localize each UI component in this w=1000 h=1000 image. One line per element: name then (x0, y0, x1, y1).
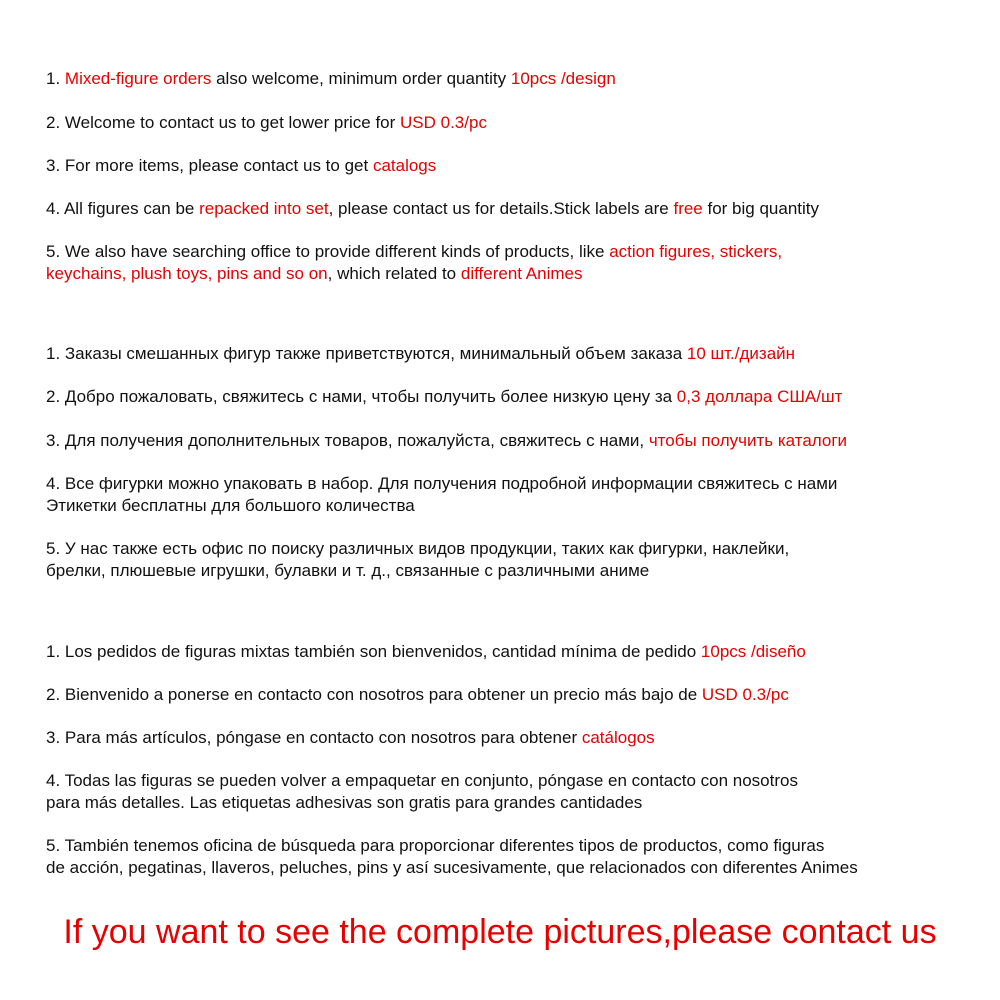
highlight-text: Mixed-figure orders (64, 69, 212, 88)
spanish-item-1 (46, 641, 976, 663)
text-segment: 4. All figures can be (46, 199, 200, 218)
text-segment: 1. (46, 69, 65, 88)
russian-item-3 (46, 430, 976, 452)
highlight-text: different Animes (460, 264, 583, 283)
highlight-text: USD 0.3/pc (400, 113, 487, 132)
text-line: 5. También tenemos oficina de búsqueda para proporcionar diferentes tipos de productos, como figuras (46, 836, 825, 855)
text-segment: also welcome, minimum order quantity (211, 69, 511, 88)
text-segment: , which related to (327, 264, 461, 283)
text-segment: 2. Welcome to contact us to get lower price for (46, 113, 401, 132)
english-item-4 (46, 198, 976, 220)
highlight-text: repacked into set (199, 199, 329, 218)
text-line: 4. Todas las figuras se pueden volver a empaquetar en conjunto, póngase en contacto con nosotros (46, 771, 798, 790)
russian-item-2 (46, 386, 976, 408)
highlight-text: 10 шт./дизайн (686, 344, 796, 363)
english-item-3 (46, 155, 976, 177)
spanish-item-4 (46, 770, 976, 814)
highlight-text: чтобы получить каталоги (648, 431, 848, 450)
text-line: 5. У нас также есть офис по поиску различных видов продукции, таких как фигурки, наклейки, (46, 539, 790, 558)
highlight-text: free (673, 199, 703, 218)
text-segment: for big quantity (702, 199, 820, 218)
russian-item-1 (46, 343, 976, 365)
highlight-text: catalogs (372, 156, 437, 175)
russian-item-5 (46, 538, 976, 582)
text-line: 4. Все фигурки можно упаковать в набор. Для получения подробной информации свяжитесь с нами (46, 474, 838, 493)
spanish-item-5 (46, 835, 976, 879)
highlight-text: 0,3 доллара США/шт (676, 387, 843, 406)
russian-item-4 (46, 473, 976, 517)
english-item-1 (46, 68, 976, 90)
text-segment: 3. Для получения дополнительных товаров, пожалуйста, свяжитесь с нами, (46, 431, 649, 450)
text-segment: 3. Para más artículos, póngase en contacto con nosotros para obtener (46, 728, 582, 747)
text-line: para más detalles. Las etiquetas adhesivas son gratis para grandes cantidades (46, 793, 643, 812)
text-segment: , please contact us for details.Stick labels are (328, 199, 674, 218)
text-segment: 1. Los pedidos de figuras mixtas también son bienvenidos, cantidad mínima de pedido (46, 642, 701, 661)
text-segment: 2. Добро пожаловать, свяжитесь с нами, чтобы получить более низкую цену за (46, 387, 677, 406)
highlight-text: 10pcs /diseño (700, 642, 806, 661)
text-segment: 5. We also have searching office to provide different kinds of products, like (46, 242, 610, 261)
spanish-item-2 (46, 684, 976, 706)
highlight-text: keychains, plush toys, pins and so on (46, 264, 328, 283)
english-item-2 (46, 112, 976, 134)
english-item-5 (46, 241, 976, 285)
text-segment: 3. For more items, please contact us to get (46, 156, 373, 175)
highlight-text: action figures, stickers, (609, 242, 783, 261)
highlight-text: USD 0.3/pc (701, 685, 789, 704)
text-segment: 2. Bienvenido a ponerse en contacto con nosotros para obtener un precio más bajo de (46, 685, 702, 704)
text-line: брелки, плюшевые игрушки, булавки и т. д., связанные с различными аниме (46, 561, 650, 580)
text-segment: 1. Заказы смешанных фигур также приветствуются, минимальный объем заказа (46, 344, 687, 363)
text-line: Этикетки бесплатны для большого количества (46, 496, 415, 515)
text-line: de acción, pegatinas, llaveros, peluches, pins y así sucesivamente, que relacionados con diferentes Animes (46, 858, 858, 877)
contact-banner: If you want to see the complete pictures,please contact us (63, 913, 937, 951)
spanish-item-3 (46, 727, 976, 749)
highlight-text: catálogos (581, 728, 655, 747)
highlight-text: 10pcs /design (510, 69, 616, 88)
